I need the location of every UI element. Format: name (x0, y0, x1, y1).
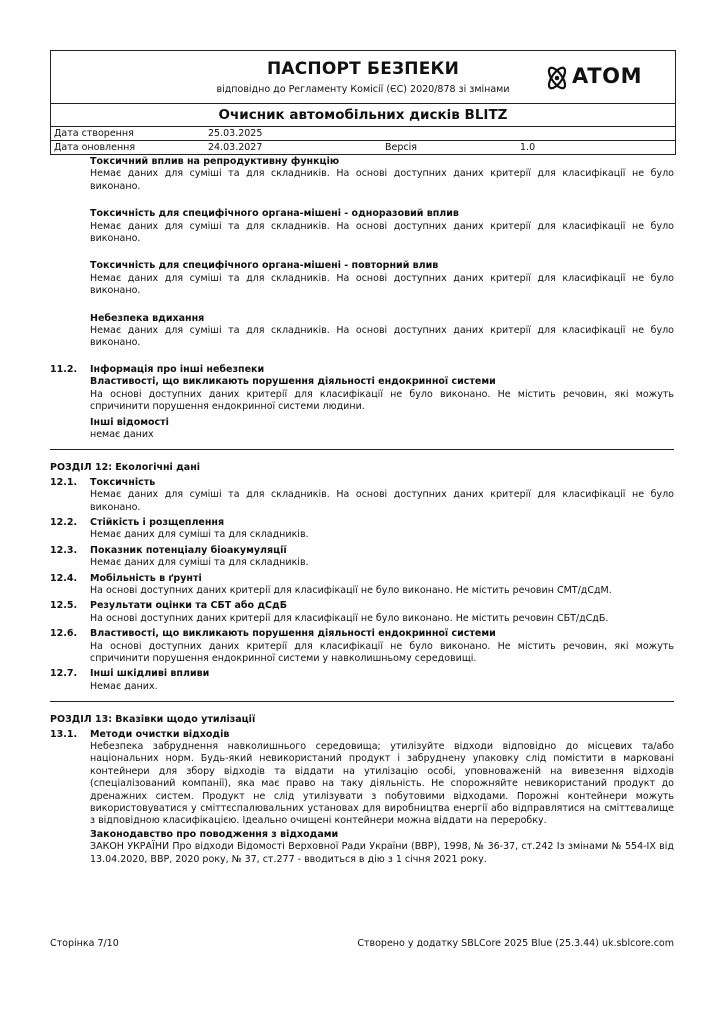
tox-text: Немає даних для суміші та для складників. На основі доступних даних критерії для класифікації не було виконано. (90, 272, 674, 297)
section-13-title: РОЗДІЛ 13: Вказівки щодо утилізації (50, 714, 256, 726)
created-row (51, 127, 675, 140)
tox-text: Немає даних для суміші та для складників. На основі доступних даних критерії для класифікації не було виконано. (90, 220, 674, 245)
section-number: 12.5. (50, 600, 78, 612)
section-number: 12.7. (50, 668, 78, 680)
section-heading: Інші шкідливі впливи (90, 668, 210, 680)
document-body (50, 156, 674, 866)
updated-value: 24.03.2027 (208, 142, 263, 153)
section-12-1 (50, 477, 674, 514)
company-logo (544, 63, 672, 93)
logo-text: ATOM (572, 64, 643, 88)
document-header (50, 50, 676, 155)
section-text: Немає даних для суміші та для складників. (90, 557, 309, 569)
version-value: 1.0 (520, 142, 536, 153)
section-divider (50, 449, 674, 450)
section-heading: Властивості, що викликають порушення діяльності ендокринної системи (90, 628, 496, 640)
section-text: Небезпека забруднення навколишнього середовища; утилізуйте відходи відповідно до місцевих та/або національних норм. Будь-який невикористаний продукт і забруднену упаковку слід помістити в марковані контейнери для збору відходів та віддати на утилізацію особі, уповноваженій на вивезення відходів (спеціалізований компанії), яка має право на таку діяльність. Не спорожняйте невикористаний продукт до дренажних систем. Продукт не слід утилізувати з побутовими відходами. Порожні контейнери можуть використовуватися у сміттєспалювальних установах для виробництва енергії або відправлятися на сміттєвалище з відповідною класифікацією. Ідеально очищені контейнери можна віддати на переробку. (90, 741, 674, 827)
document-subtitle: відповідно до Регламенту Комісії (ЄС) 2020/878 зі змінами (216, 84, 510, 95)
subsection-heading: Властивості, що викликають порушення діяльності ендокринної системи (90, 376, 496, 388)
section-heading: Мобільність в ґрунті (90, 572, 202, 584)
section-text: На основі доступних даних критерії для класифікації не було виконано. Не містить речовин, які можуть спричинити порушення ендокринної системи у навколишньому середовищі. (90, 640, 674, 664)
tox-block (50, 208, 674, 245)
version-label: Версія (385, 142, 417, 153)
section-number: 11.2. (50, 363, 78, 375)
tox-heading: Токсичність для специфічного органа-мішені - одноразовий вплив (90, 208, 459, 220)
tox-heading: Небезпека вдихання (90, 312, 205, 324)
page-number: Сторінка 7/10 (50, 938, 119, 949)
section-11-2 (50, 364, 674, 441)
header-title-area (51, 51, 675, 104)
updated-label: Дата оновлення (54, 142, 136, 153)
atom-logo-icon (544, 63, 570, 93)
subsection-text: На основі доступних даних критерії для класифікації не було виконано. Не містить речовин, які можуть спричинити порушення ендокринної системи людини. (90, 388, 674, 413)
tox-text: Немає даних для суміші та для складників. На основі доступних даних критерії для класифікації не було виконано. (90, 168, 674, 192)
product-name: Очисник автомобільних дисків BLITZ (51, 104, 675, 127)
created-label: Дата створення (54, 128, 134, 139)
subsection-text: ЗАКОН УКРАЇНИ Про відходи Відомості Верховної Ради України (ВВР), 1998, № 36-37, ст.242 Із змінами № 554-IX від 13.04.2020, ВВР, 2020 року, № 37, ст.277 - вводиться в дію з 1 січня 2021 року. (90, 841, 674, 865)
section-heading: Методи очистки відходів (90, 728, 230, 740)
section-12-3 (50, 545, 674, 570)
section-divider (50, 701, 674, 702)
section-12-7 (50, 668, 674, 693)
tox-heading: Токсичність для специфічного органа-мішені - повторний влив (90, 260, 439, 272)
section-heading: Стійкість і розщеплення (90, 516, 225, 528)
section-12-title: РОЗДІЛ 12: Екологічні дані (50, 462, 201, 474)
section-number: 12.1. (50, 476, 78, 488)
section-13-1 (50, 729, 674, 866)
section-text: Немає даних. (90, 680, 158, 692)
tox-block (50, 260, 674, 297)
tox-heading: Токсичний вплив на репродуктивну функцію (90, 156, 340, 167)
subsection-heading: Законодавство про поводження з відходами (90, 828, 339, 840)
tox-block (50, 156, 674, 193)
section-number: 13.1. (50, 728, 78, 740)
section-text: Немає даних для суміші та для складників. На основі доступних даних критерії для класифікації не було виконано. (90, 489, 674, 513)
section-12-6 (50, 628, 674, 665)
section-text: Немає даних для суміші та для складників. (90, 529, 309, 541)
section-heading: Показник потенціалу біоакумуляції (90, 544, 287, 556)
section-12-5 (50, 600, 674, 625)
document-title: ПАСПОРТ БЕЗПЕКИ (266, 59, 460, 79)
section-12-4 (50, 573, 674, 598)
section-heading: Інформація про інші небезпеки (90, 363, 265, 375)
generator-note: Створено у додатку SBLCore 2025 Blue (25.3.44) uk.sblcore.com (357, 938, 674, 949)
subsection-heading: Інші відомості (90, 416, 169, 428)
section-number: 12.4. (50, 572, 78, 584)
section-number: 12.2. (50, 516, 78, 528)
section-heading: Результати оцінки та СБТ або дСдБ (90, 600, 287, 612)
section-heading: Токсичність (90, 476, 156, 488)
tox-block (50, 313, 674, 350)
section-12-2 (50, 517, 674, 542)
section-text: На основі доступних даних критерії для класифікації не було виконано. Не містить речовин СМТ/дСдМ. (90, 584, 612, 596)
section-number: 12.6. (50, 628, 78, 640)
created-value: 25.03.2025 (208, 128, 263, 139)
subsection-text: немає даних (90, 428, 154, 440)
tox-text: Немає даних для суміші та для складників. На основі доступних даних критерії для класифікації не було виконано. (90, 325, 674, 349)
updated-row (51, 140, 675, 154)
section-text: На основі доступних даних критерії для класифікації не було виконано. Не містить речовин СБТ/дСдБ. (90, 612, 609, 624)
section-number: 12.3. (50, 544, 78, 556)
